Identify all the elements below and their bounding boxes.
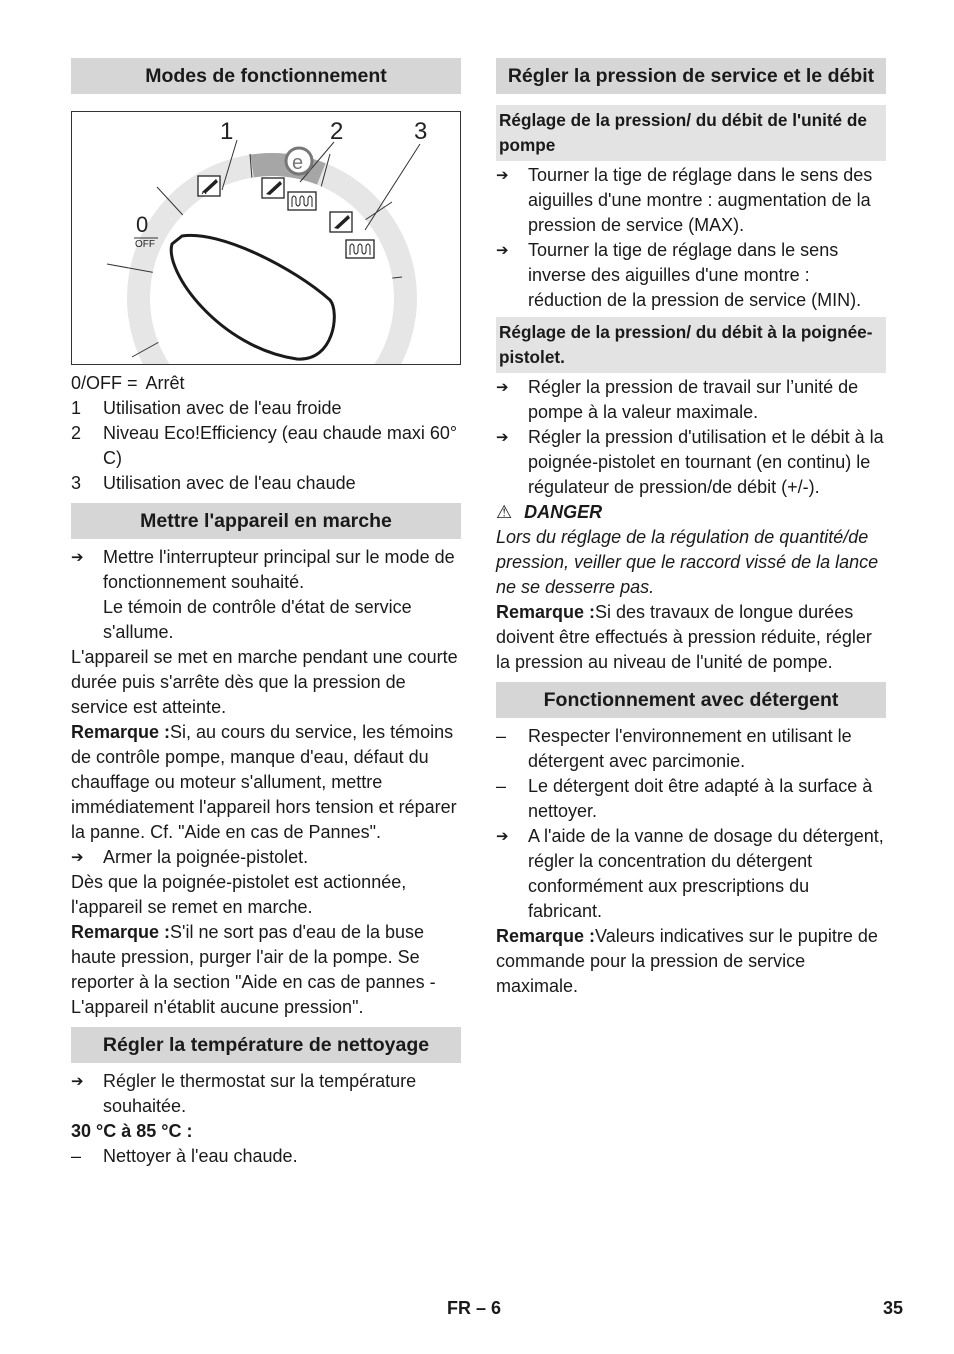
note: Remarque :Si des travaux de longue durées doivent être effectués à pression réduite, régler la pression au niveau de l'unité de pompe. xyxy=(496,602,872,672)
subheading-pompe: Réglage de la pression/ du débit de l'unité de pompe xyxy=(496,105,886,161)
step-item: ➔ Armer la poignée-pistolet. xyxy=(71,845,461,870)
label-off: OFF xyxy=(135,239,155,250)
subheading-poignee: Réglage de la pression/ du débit à la poignée-pistolet. xyxy=(496,317,886,373)
heading-marche: Mettre l'appareil en marche xyxy=(71,503,461,539)
arrow-icon: ➔ xyxy=(71,849,84,866)
leader-3 xyxy=(365,144,420,230)
arrow-icon: ➔ xyxy=(496,379,509,396)
label-1: 1 xyxy=(220,118,234,145)
cold-water-icon xyxy=(198,176,220,196)
svg-text:e: e xyxy=(292,152,304,174)
legend-item: 2 Niveau Eco!Efficiency (eau chaude maxi 60° C) xyxy=(71,423,458,468)
arrow-icon: ➔ xyxy=(496,167,509,184)
section-label: FR – 6 xyxy=(447,1298,502,1318)
dash-item: – Le détergent doit être adapté à la surface à nettoyer. xyxy=(496,774,886,824)
dash-marker: – xyxy=(496,776,507,796)
legend-item: 1 Utilisation avec de l'eau froide xyxy=(71,398,342,418)
heading-temperature: Régler la température de nettoyage xyxy=(71,1027,461,1063)
arrow-icon: ➔ xyxy=(71,1073,84,1090)
heading-modes: Modes de fonctionnement xyxy=(71,58,461,94)
step-item: ➔ Tourner la tige de réglage dans le sens inverse des aiguilles d'une montre : réduction de la pression de service (MIN). xyxy=(496,238,886,313)
step-item: ➔ Tourner la tige de réglage dans le sens des aiguilles d'une montre : augmentation de la pression de service (MAX). xyxy=(496,163,886,238)
legend-item: 3 Utilisation avec de l'eau chaude xyxy=(71,473,356,493)
note: Remarque :Si, au cours du service, les témoins de contrôle pompe, manque d'eau, défaut du chauffage ou moteur s'allument, mettre immédiatement l'appareil hors tension et réparer la panne. Cf. "Aide en cas de Pannes". xyxy=(71,722,457,842)
mode-dial-figure xyxy=(71,111,461,365)
danger-heading: ⚠ DANGER xyxy=(496,502,603,522)
label-3: 3 xyxy=(414,118,428,145)
note: Remarque :S'il ne sort pas d'eau de la buse haute pression, purger l'air de la pompe. Se reporter à la section "Aide en cas de pannes - L'appareil n'établit aucune pression". xyxy=(71,922,436,1017)
dash-item: – Nettoyer à l'eau chaude. xyxy=(71,1144,461,1169)
label-0: 0 xyxy=(136,212,149,237)
step-item: ➔ A l'aide de la vanne de dosage du détergent, régler la concentration du détergent conformément aux prescriptions du fabricant. xyxy=(496,824,886,924)
page-number: 35 xyxy=(883,1298,904,1318)
dash-item: – Respecter l'environnement en utilisant le détergent avec parcimonie. xyxy=(496,724,886,774)
left-column xyxy=(71,58,461,1169)
step-item: ➔ Régler la pression de travail sur l’unité de pompe à la valeur maximale. xyxy=(496,375,886,425)
arrow-icon: ➔ xyxy=(496,828,509,845)
danger-text: Lors du réglage de la régulation de quantité/de pression, veiller que le raccord vissé de la lance ne se desserre pas. xyxy=(496,527,879,597)
note: Remarque :Valeurs indicatives sur le pupitre de commande pour la pression de service maximale. xyxy=(496,926,878,996)
temperature-range: 30 °C à 85 °C : xyxy=(71,1121,193,1141)
label-2: 2 xyxy=(330,118,344,145)
heading-detergent: Fonctionnement avec détergent xyxy=(496,682,886,718)
paragraph: Dès que la poignée-pistolet est actionnée, l'appareil se remet en marche. xyxy=(71,872,407,917)
eco-warm-water-icon xyxy=(262,178,284,198)
arrow-icon: ➔ xyxy=(496,242,509,259)
eco-icon xyxy=(286,148,312,174)
arrow-icon: ➔ xyxy=(71,549,84,566)
heater-icon xyxy=(346,240,374,258)
legend-item: 0/OFF = Arrêt xyxy=(71,373,185,393)
arrow-icon: ➔ xyxy=(496,429,509,446)
warning-icon: ⚠ xyxy=(496,502,513,522)
mode-dial-svg xyxy=(72,112,460,364)
heading-pression: Régler la pression de service et le débit xyxy=(496,58,886,94)
right-column xyxy=(496,58,886,999)
step-item: ➔ Régler le thermostat sur la température souhaitée. xyxy=(71,1069,461,1119)
eco-heater-icon xyxy=(288,192,316,210)
hot-water-icon xyxy=(330,212,352,232)
dash-marker: – xyxy=(71,1146,82,1166)
step-item: ➔ Mettre l'interrupteur principal sur le mode de fonctionnement souhaité. Le témoin de contrôle d'état de service s'allume. xyxy=(71,545,461,645)
step-item: ➔ Régler la pression d'utilisation et le débit à la poignée-pistolet en tournant (en continu) le régulateur de pression/de débit (+/-). xyxy=(496,425,886,500)
paragraph: L'appareil se met en marche pendant une courte durée puis s'arrête dès que la pression de service est atteinte. xyxy=(71,647,458,717)
dash-marker: – xyxy=(496,726,507,746)
